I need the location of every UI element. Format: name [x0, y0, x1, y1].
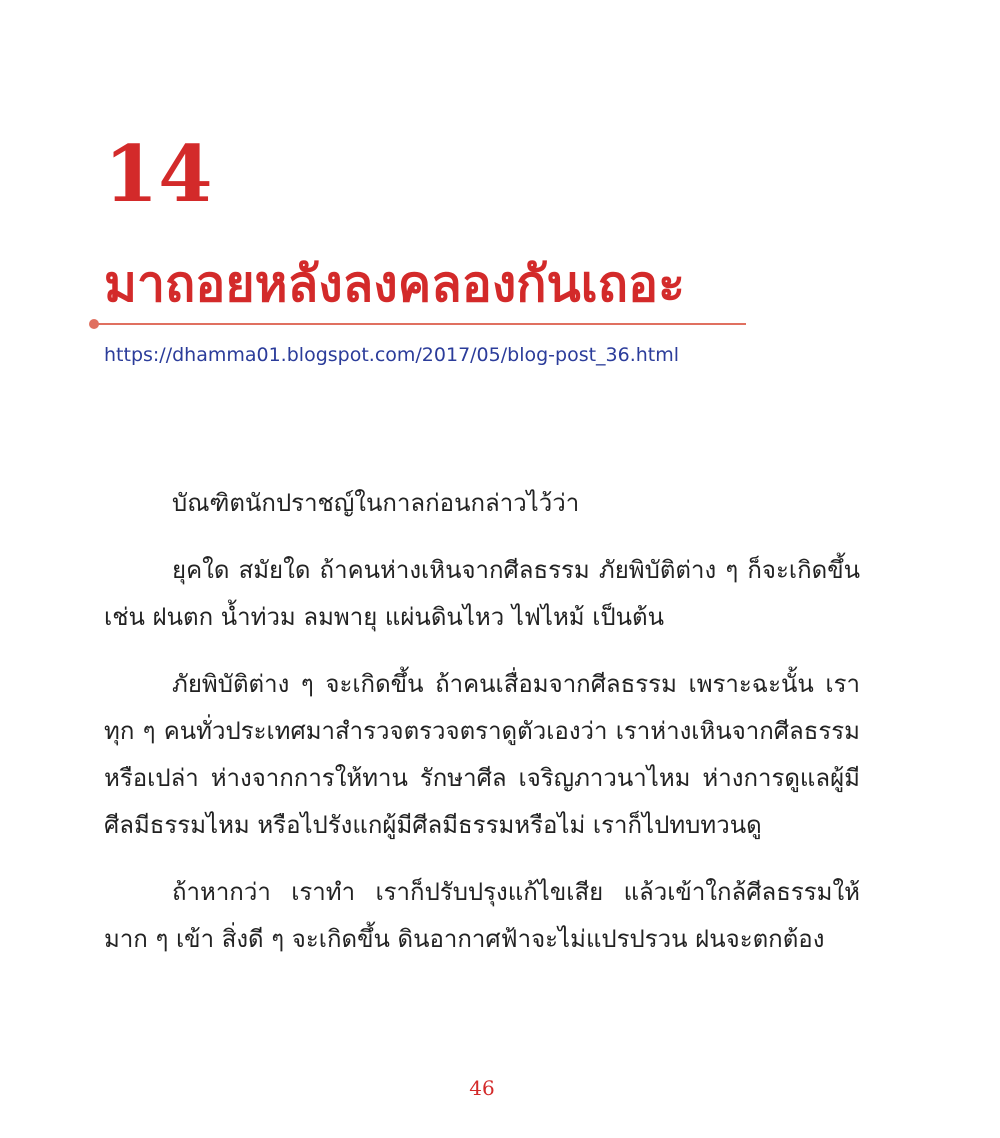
- paragraph: ยุคใด สมัยใด ถ้าคนห่างเหินจากศีลธรรม ภัยพิบัติต่าง ๆ ก็จะเกิดขึ้น เช่น ฝนตก น้ำท่วม ลมพายุ แผ่นดินไหว ไฟไหม้ เป็นต้น: [104, 556, 860, 631]
- chapter-number: 14: [104, 129, 213, 220]
- source-link[interactable]: https://dhamma01.blogspot.com/2017/05/blog-post_36.html: [104, 344, 680, 366]
- paragraph: บัณฑิตนักปราชญ์ในกาลก่อนกล่าวไว้ว่า: [172, 489, 580, 517]
- chapter-title: มาถอยหลังลงคลองกันเถอะ: [104, 254, 685, 313]
- title-rule: [94, 323, 746, 325]
- paragraph: ภัยพิบัติต่าง ๆ จะเกิดขึ้น ถ้าคนเสื่อมจากศีลธรรม เพราะฉะนั้น เราทุก ๆ คนทั่วประเทศมาสำรวจตรวจตราดูตัวเองว่า เราห่างเหินจากศีลธรรมหรือเปล่า ห่างจากการให้ทาน รักษาศีล เจริญภาวนาไหม ห่างการดูแลผู้มีศีลมีธรรมไหม หรือไปรังแกผู้มีศีลมีธรรมหรือไม่ เราก็ไปทบทวนดู: [104, 670, 860, 839]
- paragraph: ถ้าหากว่า เราทำ เราก็ปรับปรุงแก้ไขเสีย แล้วเข้าใกล้ศีลธรรมให้มาก ๆ เข้า สิ่งดี ๆ จะเกิดขึ้น ดินอากาศฟ้าจะไม่แปรปรวน ฝนจะตกต้อง: [104, 878, 860, 953]
- page-number: 46: [469, 1076, 495, 1100]
- body-text: [104, 480, 860, 983]
